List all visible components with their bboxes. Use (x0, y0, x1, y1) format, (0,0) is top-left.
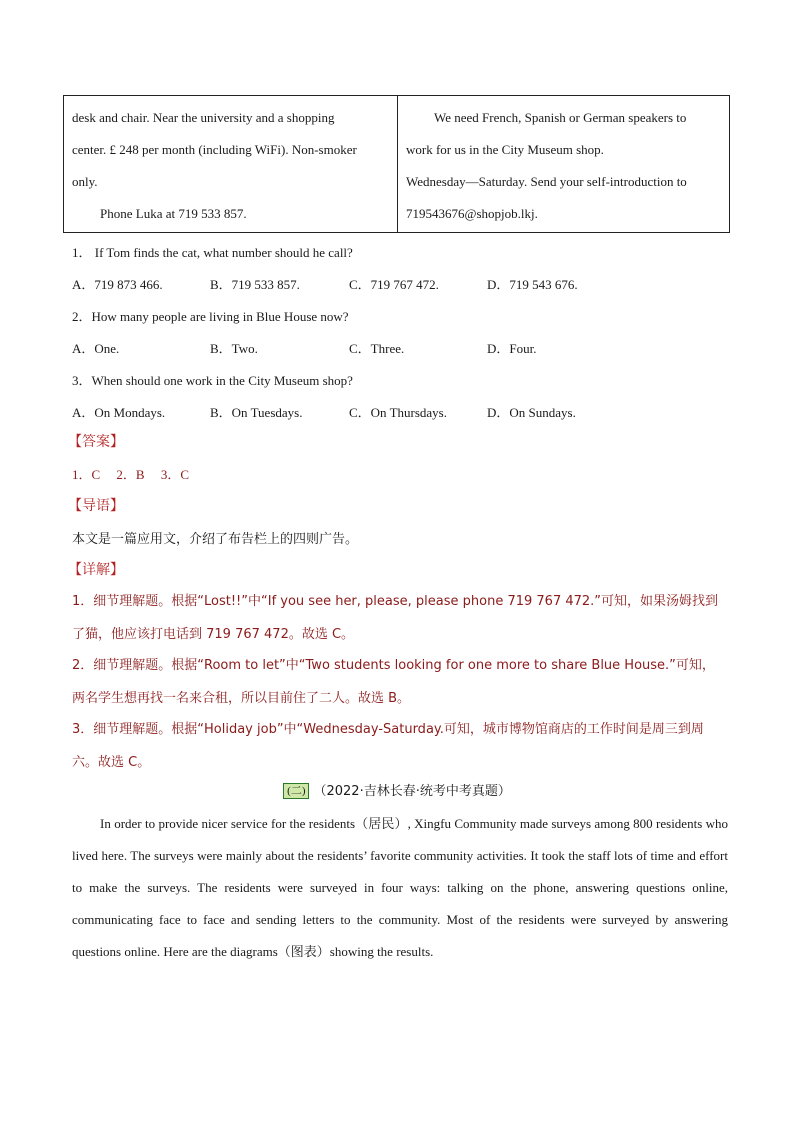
ad-phone-line: Phone Luka at 719 533 857. (100, 206, 247, 221)
explain-item-2 (72, 649, 727, 715)
question-1-stem: 1． If Tom finds the cat, what number should he call? (72, 245, 353, 260)
explain-text: 2．细节理解题。根据“Room to let”中“Two students looking for one more to share Blue House.”可知，两名学生想再找一名来合租，所以目前住了二人。故选 B。 (72, 658, 715, 706)
section-number-badge: (二) (283, 783, 309, 799)
ad-text-line: only. (72, 174, 98, 189)
ad-text-line: work for us in the City Museum shop. (406, 142, 604, 157)
question-3-stem: 3．When should one work in the City Museum shop? (72, 373, 353, 388)
guide-text: 本文是一篇应用文，介绍了布告栏上的四则广告。 (72, 532, 359, 547)
explain-label: 【详解】 (68, 562, 124, 578)
question-2-stem: 2．How many people are living in Blue House now? (72, 309, 349, 324)
option-c: C．Three. (349, 341, 405, 356)
ads-table (63, 95, 730, 233)
option-a: A．One. (72, 341, 120, 356)
option-c: C．On Thursdays. (349, 405, 447, 420)
explain-text: 1．细节理解题。根据“Lost!!”中“If you see her, please, please phone 719 767 472.”可知，如果汤姆找到了猫，他应该打电话到 719 767 472。故选 C。 (72, 594, 719, 642)
explain-text: 3．细节理解题。根据“Holiday job”中“Wednesday-Saturday.可知，城市博物馆商店的工作时间是周三到周六。故选 C。 (72, 722, 704, 770)
guide-label: 【导语】 (68, 498, 124, 514)
ad-room-to-let (64, 96, 398, 232)
ad-text-line: desk and chair. Near the university and a shopping (72, 110, 335, 125)
section-source: （2022·吉林长春·统考中考真题） (313, 784, 511, 799)
option-a: A．719 873 466. (72, 277, 163, 292)
option-d: D．On Sundays. (487, 405, 576, 420)
explain-item-1 (72, 585, 727, 651)
option-b: B．Two. (210, 341, 258, 356)
ad-holiday-job (398, 96, 729, 232)
reading-passage: In order to provide nicer service for the residents（居民）, Xingfu Community made surveys among 800 residents who lived here. The surveys were mainly about the residents’ favorite community activities. It took the staff lots of time and effort to make the surveys. The residents were surveyed in four ways: talking on the phone, answering questions online, communicating face to face and sending letters to the community. Most of the residents were surveyed by answering questions online. Here are the diagrams（图表）showing the results. (72, 816, 728, 959)
ad-text-line: center. £ 248 per month (including WiFi). Non-smoker (72, 142, 357, 157)
ad-email-line: 719543676@shopjob.lkj. (406, 206, 538, 221)
answer-text: 1．C 2．B 3．C (72, 467, 190, 482)
explain-item-3 (72, 713, 727, 779)
option-c: C．719 767 472. (349, 277, 439, 292)
option-d: D．Four. (487, 341, 537, 356)
ad-text-line: Wednesday—Saturday. Send your self-introduction to (406, 174, 687, 189)
option-d: D．719 543 676. (487, 277, 578, 292)
option-b: B．On Tuesdays. (210, 405, 303, 420)
option-b: B．719 533 857. (210, 277, 300, 292)
ad-text-line: We need French, Spanish or German speakers to (434, 110, 687, 125)
section-heading (0, 780, 794, 799)
option-a: A．On Mondays. (72, 405, 166, 420)
answer-label: 【答案】 (68, 434, 124, 450)
